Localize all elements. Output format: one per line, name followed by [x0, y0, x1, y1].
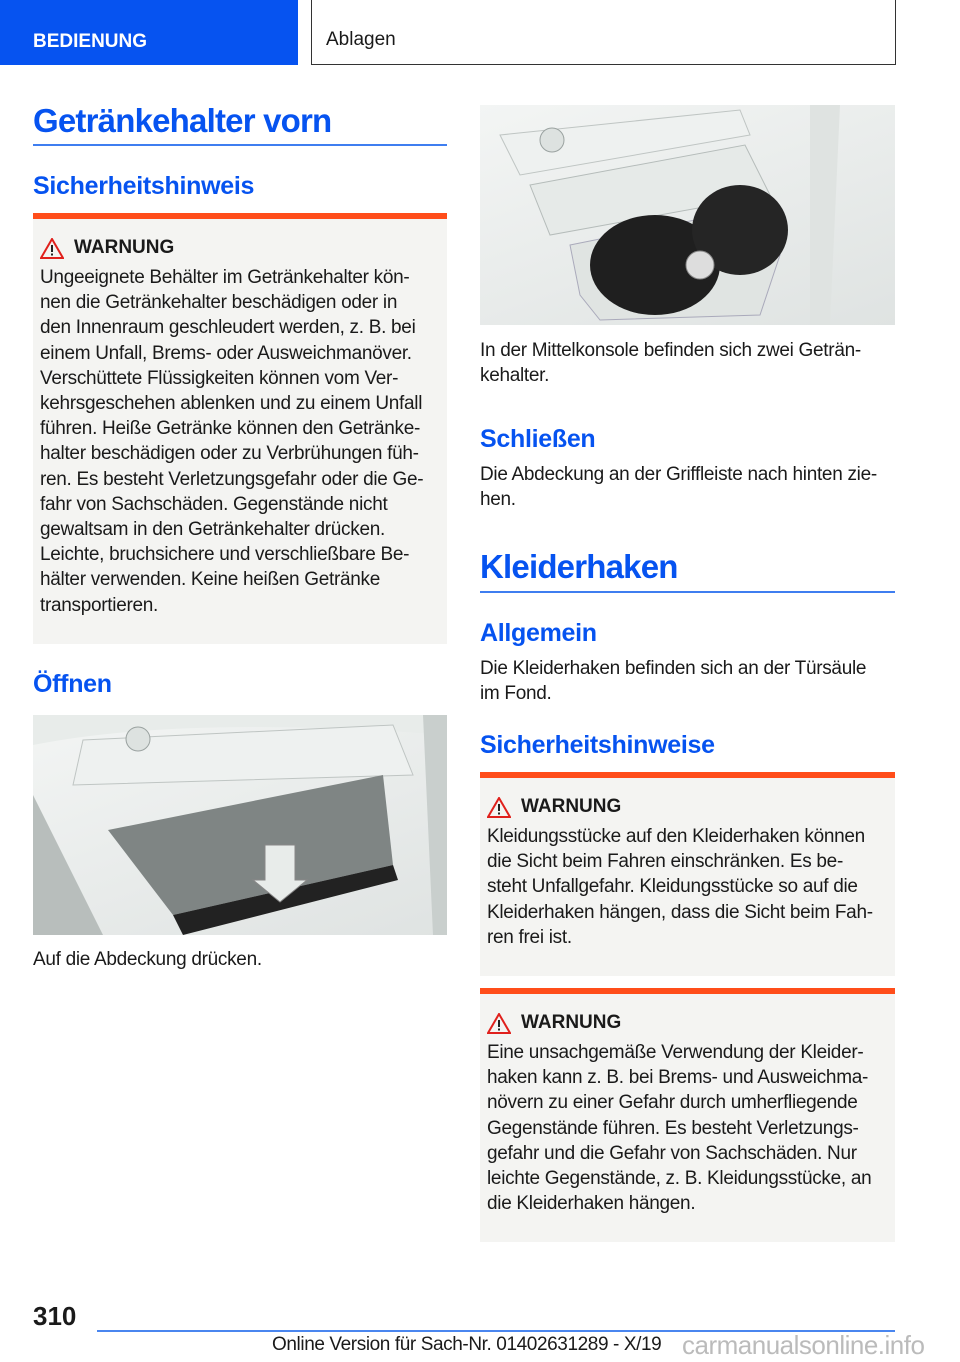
safety-heading-2: Sicherheitshinweise — [480, 731, 715, 759]
text-line: Gegenstände führen. Es besteht Verletzungs- — [487, 1117, 859, 1139]
text-line: gewaltsam in den Getränkehalter drücken. — [40, 519, 385, 541]
watermark: carmanualsonline.info — [682, 1330, 925, 1360]
page-title: Getränkehalter vorn — [33, 102, 332, 139]
close-heading: Schließen — [480, 425, 596, 453]
page-number: 310 — [33, 1301, 77, 1331]
text-line: fahr von Sachschäden. Gegenstände nicht — [40, 493, 388, 515]
warning-triangle-icon — [487, 797, 511, 818]
text-line: halter beschädigen oder zu Verbrühungen füh- — [40, 443, 419, 465]
text-line: gefahr und die Gefahr von Sachschäden. Nur — [487, 1142, 857, 1164]
text-line: Ungeeignete Behälter im Getränkehalter kön- — [40, 267, 410, 288]
text-line: Die Abdeckung an der Griffleiste nach hinten zie- — [480, 464, 877, 485]
text-line: Die Kleiderhaken befinden sich an der Türsäule — [480, 658, 867, 679]
text-line: den Innenraum geschleudert werden, z. B. bei — [40, 317, 416, 339]
text-line: Verschüttete Flüssigkeiten können vom Ver- — [40, 367, 399, 389]
version-text: Online Version für Sach-Nr. 01402631289 - X/19 — [272, 1334, 662, 1355]
warning-text — [487, 1040, 888, 1216]
warning-text — [487, 824, 888, 950]
text-line: führen. Heiße Getränke können den Getränke- — [40, 418, 420, 440]
open-heading: Öffnen — [33, 670, 112, 698]
close-text — [480, 462, 877, 512]
text-line: leichte Gegenstände, z. B. Kleidungsstücke, an — [487, 1168, 872, 1190]
hooks-title: Kleiderhaken — [480, 548, 678, 585]
open-caption: Auf die Abdeckung drücken. — [33, 949, 262, 970]
text-line: Kleiderhaken hängen, dass die Sicht beim Fah- — [487, 901, 873, 923]
safety-heading: Sicherheitshinweis — [33, 172, 255, 200]
warning-box-3 — [480, 988, 895, 1242]
text-line: im Fond. — [480, 683, 552, 705]
text-line: ren frei ist. — [487, 926, 572, 948]
general-text — [480, 656, 866, 706]
title-rule — [33, 144, 447, 146]
intro-text — [480, 338, 861, 388]
warning-label: WARNUNG — [521, 1012, 622, 1033]
text-line: die Sicht beim Fahren einschränken. Es be- — [487, 851, 843, 873]
text-line: haken kann z. B. bei Brems- und Ausweichma- — [487, 1067, 869, 1089]
text-line: kehrsgeschehen ablenken und zu einem Unfall — [40, 393, 423, 415]
warning-label: WARNUNG — [74, 237, 175, 258]
general-heading: Allgemein — [480, 619, 597, 647]
section-tab: BEDIENUNG — [0, 0, 298, 65]
text-line: transportieren. — [40, 594, 159, 616]
text-line: hälter verwenden. Keine heißen Getränke — [40, 569, 381, 591]
chapter-tab: Ablagen — [311, 0, 896, 65]
warning-triangle-icon — [487, 1013, 511, 1034]
text-line: növern zu einer Gefahr durch umherfliegende — [487, 1092, 858, 1114]
text-line: nen die Getränkehalter beschädigen oder in — [40, 292, 398, 314]
warning-text — [40, 265, 440, 618]
text-line: Leichte, bruchsichere und verschließbare Be- — [40, 544, 410, 566]
text-line: Kleidungsstücke auf den Kleiderhaken können — [487, 826, 865, 847]
text-line: ren. Es besteht Verletzungsgefahr oder die Ge- — [40, 468, 424, 490]
hooks-rule — [480, 591, 895, 593]
text-line: die Kleiderhaken hängen. — [487, 1193, 696, 1215]
warning-label: WARNUNG — [521, 796, 622, 817]
text-line: hen. — [480, 489, 516, 511]
warning-box-2 — [480, 772, 895, 976]
cover-closed-image — [33, 715, 447, 935]
text-line: steht Unfallgefahr. Kleidungsstücke so auf die — [487, 876, 858, 898]
cupholder-open-image — [480, 105, 895, 325]
warning-triangle-icon — [40, 238, 64, 259]
text-line: In der Mittelkonsole befinden sich zwei Geträn- — [480, 340, 861, 361]
text-line: Eine unsachgemäße Verwendung der Kleider- — [487, 1042, 864, 1063]
text-line: einem Unfall, Brems- oder Ausweichmanöver. — [40, 342, 412, 364]
warning-box-1 — [33, 213, 447, 644]
text-line: kehalter. — [480, 365, 550, 387]
